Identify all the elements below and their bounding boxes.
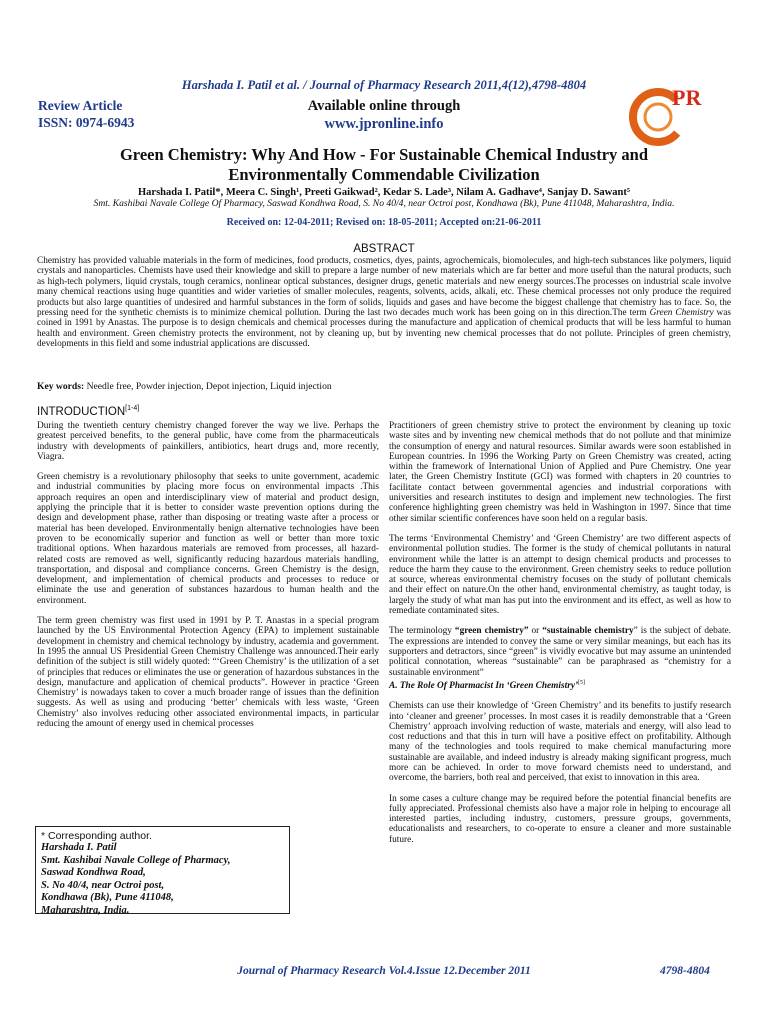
left-column [37,421,379,739]
submission-dates: Received on: 12-04-2011; Revised on: 18-05-2011; Accepted on:21-06-2011 [226,217,542,228]
corresponding-label: * Corresponding author. [41,830,152,842]
article-type: Review Article [38,98,123,113]
abstract-part-a: Chemistry has provided valuable materials in the form of medicines, food products, cosmetics, dyes, paints, agrochemicals, biomolecules, and high-tech substances like polymers, liquid crystals and nanoparticles. Chemists have used their knowledge and skill to prepare a large number of new materials which are far better and more useful than the natural products, such as high-tech polymers, liquid crystals, tough ceramics, nonlinear optical substances, designer drugs, genetic materials and new energy sources.The processes on industrial scale involve many chemical reactions using huge quantities and wider varieties of smaller molecules, reagents, solvents, acids, alkali, etc. These chemical processes not only produce the required products but also large quantities of undesired and harmful substances in the form of solids, liquids and gases and have become the biggest challenge that chemistry has to face. So, the pressing need for the synthetic chemists is to minimize chemical pollution. During the last two decades much work has been going on in this direction.The term [37,256,731,319]
journal-url[interactable]: www.jpronline.info [324,116,444,132]
text-run: The terminology [389,626,455,637]
header-citation: Harshada I. Patil et al. / Journal of Pharmacy Research 2011,4(12),4798-4804 [181,78,587,92]
text-run: or [528,626,543,637]
paragraph: The term green chemistry was first used in 1991 by P. T. Anastas in a special program launched by the US Environmental Protection Agency (EPA) to implement sustainable development in chemistry and chemical technology by industry, academia and government. In 1995 the annual US Presidential Green Chemistry Challenge was announced.Their early definition of the subject is still widely quoted: “‘Green Chemistry’ is the utilization of a set of principles that reduces or eliminates the use or generation of hazardous substances in the design, manufacture and application of chemical products”. However in practice ‘Green Chemistry’ is nowadays taken to cover a much broader range of issues than the definition suggests. As well as using and producing ‘better’ chemicals with less waste, ‘Green Chemistry’ also involves reducing other associated environmental impacts, in particular reducing the amount of energy used in chemical processes [37,616,379,730]
intro-title: INTRODUCTION [37,405,126,418]
affiliation: Smt. Kashibai Navale College Of Pharmacy, Saswad Kondhwa Road, S. No 40/4, near Octroi post, Kondhawa (Bk), Pune 411048, Maharashtra, India. [93,198,675,209]
keywords-label: Key words: [37,381,85,392]
paragraph: Practitioners of green chemistry strive to protect the environment by cleaning up toxic waste sites and by inventing new chemical methods that do not pollute and that minimize the consumption of energy and natural resources. Similar awards were soon established in European countries. In 1996 the Working Party on Green Chemistry was created, acting within the framework of International Union of Applied and Pure Chemistry. One year later, the Green Chemistry Institute (GCI) was formed with chapters in 20 countries to facilitate contact between governmental agencies and industrial corporations with universities and research institutes to design and implement new technologies. The first conference highlighting green chemistry was held in Washington in 1997. Since that time other similar scientific conferences have soon held on a regular basis. [389,421,731,524]
paper-title [40,145,728,185]
corr-line: Maharashtra, India. [41,904,130,916]
text-run: ” is the subject of debate. The expressions are intended to convey the same or very similar meanings, but each has its supporters and detractors, since “green” is vividly evocative but may assume an unintended political connotation, whereas “sustainable” can be paraphrased as “chemistry for a sustainable environment” [389,626,731,678]
paragraph: Chemists can use their knowledge of ‘Green Chemistry’ and its benefits to justify research into ‘cleaner and greener’ processes. In most cases it is readily demonstrable that a ‘Green Chemistry’ approach involving reduction of waste, materials and energy, will also lead to cost reductions and that this in turn will have a positive effect on profitability. Although many of the technologies and tools required to make chemical manufacturing more sustainable are available, and indeed industry is already making significant progress, much more can be achieved. In order to move forward chemists need to understand, and overcome, the barriers, both real and perceived, that exist to innovation in this area. [389,701,731,784]
abstract-term: Green Chemistry [649,308,714,319]
paragraph: In some cases a culture change may be required before the potential financial benefits are fully appreciated. Professional chemists also have a major role in helping to encourage all interested parties, including industry, customers, pressure groups, governments, educationalists and researchers, to co-operate to ensure a cleaner and more sustainable future. [389,793,731,845]
corr-line: Saswad Kondhwa Road, [41,867,146,878]
introduction-heading [37,405,139,418]
corr-line: Kondhawa (Bk), Pune 411048, [41,892,174,903]
corr-line: Harshada I. Patil [41,842,117,853]
paragraph: The terms ‘Environmental Chemistry’ and ‘Green Chemistry’ are two different aspects of environmental pollution studies. The former is the study of chemical pollutants in natural environment while the latter is an attempt to design chemical products and processes to reduce the harm they cause to the environment. Green chemistry seeks to reduce pollution at source, whereas environmental chemistry focuses on the study of pollutant chemicals and their effect on nature.On the other hand, environmental chemistry, as taught today, is largely the study of what man has put into the environment and its effect, as well as how to remediate contaminated sites. [389,533,731,617]
corresponding-author-box [35,826,290,914]
title-line-2: Environmentally Commendable Civilization [228,165,540,184]
title-line-1: Green Chemistry: Why And How - For Sustainable Chemical Industry and [119,145,649,164]
intro-reference: [1-4] [125,405,140,412]
corr-line: S. No 40/4, near Octroi post, [41,879,165,891]
term-green: “green chemistry” [454,626,529,637]
abstract-heading: ABSTRACT [353,243,415,255]
issn: ISSN: 0974-6943 [38,115,135,130]
paragraph: Green chemistry is a revolutionary philosophy that seeks to unite government, academic and industrial communities by placing more focus on environmental impacts .This approach requires an open and interdisciplinary view of material and product design, applying the principle that it is better to consider waste prevention options during the design and development phase, rather than disposing or treating waste after a process or material has been developed. Environmentally benign alternative technologies have been proven to be economically superior and function as well or better than more toxic traditional options. When hazardous materials are removed from processes, all hazard-related costs are removed as well, significantly reducing hazardous materials handling, transportation, and disposal and compliance concerns. Green Chemistry is the design, development, and implementation of chemical products and processes to reduce or eliminate the use and generation of substances hazardous to human health and the environment. [37,472,379,606]
abstract-text [37,256,731,350]
abstract-part-b: was coined in 1991 by Anastas. The purpose is to design chemicals and chemical processes during the manufacture and application of chemical products that will be less harmful to human health and environment. Green chemistry protects the environment, not by cleaning up, but by inventing new chemical processes that do not pollute. Principles of green chemistry, developments in this field and some industrial applications are discussed. [37,308,731,350]
keywords-list: Needle free, Powder injection, Depot injection, Liquid injection [84,381,332,392]
terminology-paragraph [389,626,731,691]
footer-pages: 4798-4804 [660,965,710,977]
authors: Harshada I. Patil*, Meera C. Singh¹, Preeti Gaikwad², Kedar S. Lade³, Nilam A. Gadhave⁴, Sanjay D. Sawant⁵ [138,187,630,198]
term-sustainable: “sustainable chemistry [542,626,634,637]
corr-line: Smt. Kashibai Navale College of Pharmacy, [41,854,231,866]
available-online: Available online through [307,98,461,114]
keywords [37,381,332,392]
logo-text: PR [672,85,702,110]
right-column [389,421,731,855]
paragraph: During the twentieth century chemistry changed forever the way we live. Perhaps the greatest perceived benefits, to the general public, have come from the pharmaceuticals industry with developments of painkillers, antibiotics, heart drugs and, more recently, Viagra. [37,421,379,462]
section-subheading: A. The Role Of Pharmacist In ‘Green Chemistry’ [389,680,579,691]
footer-journal: Journal of Pharmacy Research Vol.4.Issue 12.December 2011 [237,965,531,977]
subheading-reference: [5] [578,679,586,686]
